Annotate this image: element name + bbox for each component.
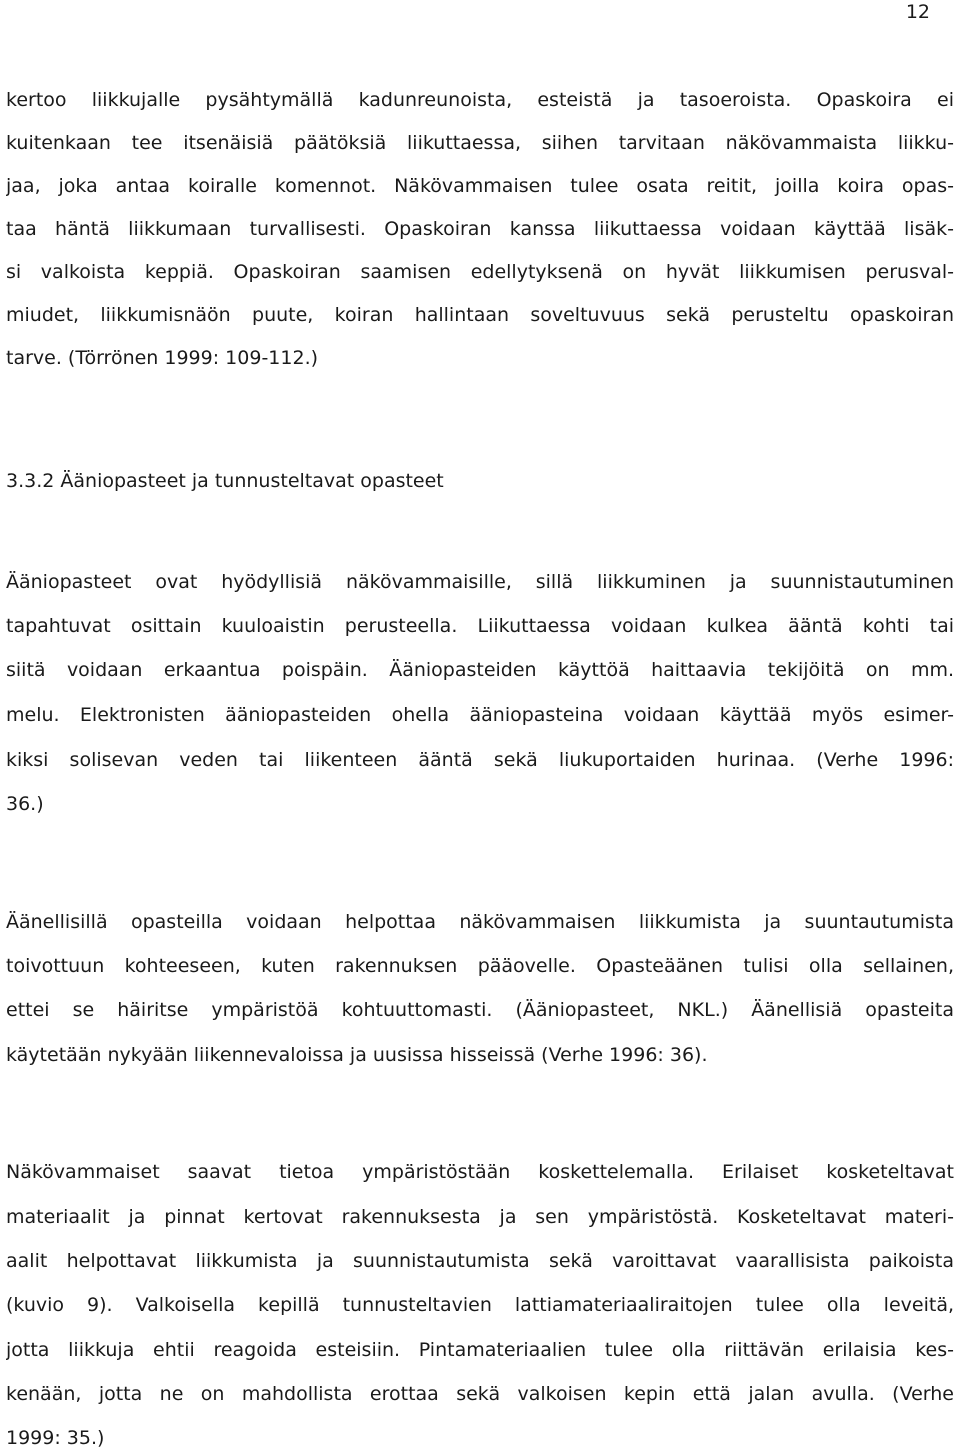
text-line: kuitenkaan tee itsenäisiä päätöksiä liikuttaessa, siihen tarvitaan näkövammaista liikku-: [6, 132, 954, 154]
text-line: Ääniopasteet ovat hyödyllisiä näkövammaisille, sillä liikkuminen ja suunnistautuminen: [6, 571, 954, 593]
text-line: ettei se häiritse ympäristöä kohtuuttomasti. (Ääniopasteet, NKL.) Äänellisiä opasteita: [6, 999, 954, 1021]
text-line: kenään, jotta ne on mahdollista erottaa sekä valkoisen kepin että jalan avulla. (Verhe: [6, 1383, 954, 1405]
text-line: käytetään nykyään liikennevaloissa ja uusissa hisseissä (Verhe 1996: 36).: [6, 1044, 708, 1066]
text-line: Äänellisillä opasteilla voidaan helpottaa näkövammaisen liikkumista ja suuntautumista: [6, 911, 954, 933]
text-line: melu. Elektronisten ääniopasteiden ohella ääniopasteina voidaan käyttää myös esimer-: [6, 704, 954, 726]
text-line: tapahtuvat osittain kuuloaistin perusteella. Liikuttaessa voidaan kulkea ääntä kohti tai: [6, 615, 954, 637]
text-line: kertoo liikkujalle pysähtymällä kadunreunoista, esteistä ja tasoeroista. Opaskoira ei: [6, 89, 954, 111]
text-line: miudet, liikkumisnäön puute, koiran hallintaan soveltuvuus sekä perusteltu opaskoiran: [6, 304, 954, 326]
text-line: jaa, joka antaa koiralle komennot. Näkövammaisen tulee osata reitit, joilla koira opas-: [6, 175, 954, 197]
text-line: materiaalit ja pinnat kertovat rakennuksesta ja sen ympäristöstä. Kosketeltavat materi-: [6, 1206, 954, 1228]
text-line: toivottuun kohteeseen, kuten rakennuksen pääovelle. Opasteäänen tulisi olla sellainen,: [6, 955, 954, 977]
text-line: aalit helpottavat liikkumista ja suunnistautumista sekä varoittavat vaarallisista paikoista: [6, 1250, 954, 1272]
text-line: 1999: 35.): [6, 1427, 105, 1449]
section-heading: 3.3.2 Ääniopasteet ja tunnusteltavat opasteet: [6, 470, 444, 492]
text-line: si valkoista keppiä. Opaskoiran saamisen edellytyksenä on hyvät liikkumisen perusval-: [6, 261, 954, 283]
text-line: 36.): [6, 793, 44, 815]
text-line: taa häntä liikkumaan turvallisesti. Opaskoiran kanssa liikuttaessa voidaan käyttää lisäk-: [6, 218, 954, 240]
text-line: jotta liikkuja ehtii reagoida esteisiin. Pintamateriaalien tulee olla riittävän erilaisia kes-: [6, 1339, 954, 1361]
text-line: (kuvio 9). Valkoisella kepillä tunnusteltavien lattiamateriaaliraitojen tulee olla leveitä,: [6, 1294, 954, 1316]
page-number: 12: [905, 1, 930, 23]
text-line: kiksi solisevan veden tai liikenteen ääntä sekä liukuportaiden hurinaa. (Verhe 1996:: [6, 749, 954, 771]
text-line: Näkövammaiset saavat tietoa ympäristöstään koskettelemalla. Erilaiset kosketeltavat: [6, 1161, 954, 1183]
text-line: siitä voidaan erkaantua poispäin. Ääniopasteiden käyttöä haittaavia tekijöitä on mm.: [6, 659, 954, 681]
text-line: tarve. (Törrönen 1999: 109-112.): [6, 347, 319, 369]
